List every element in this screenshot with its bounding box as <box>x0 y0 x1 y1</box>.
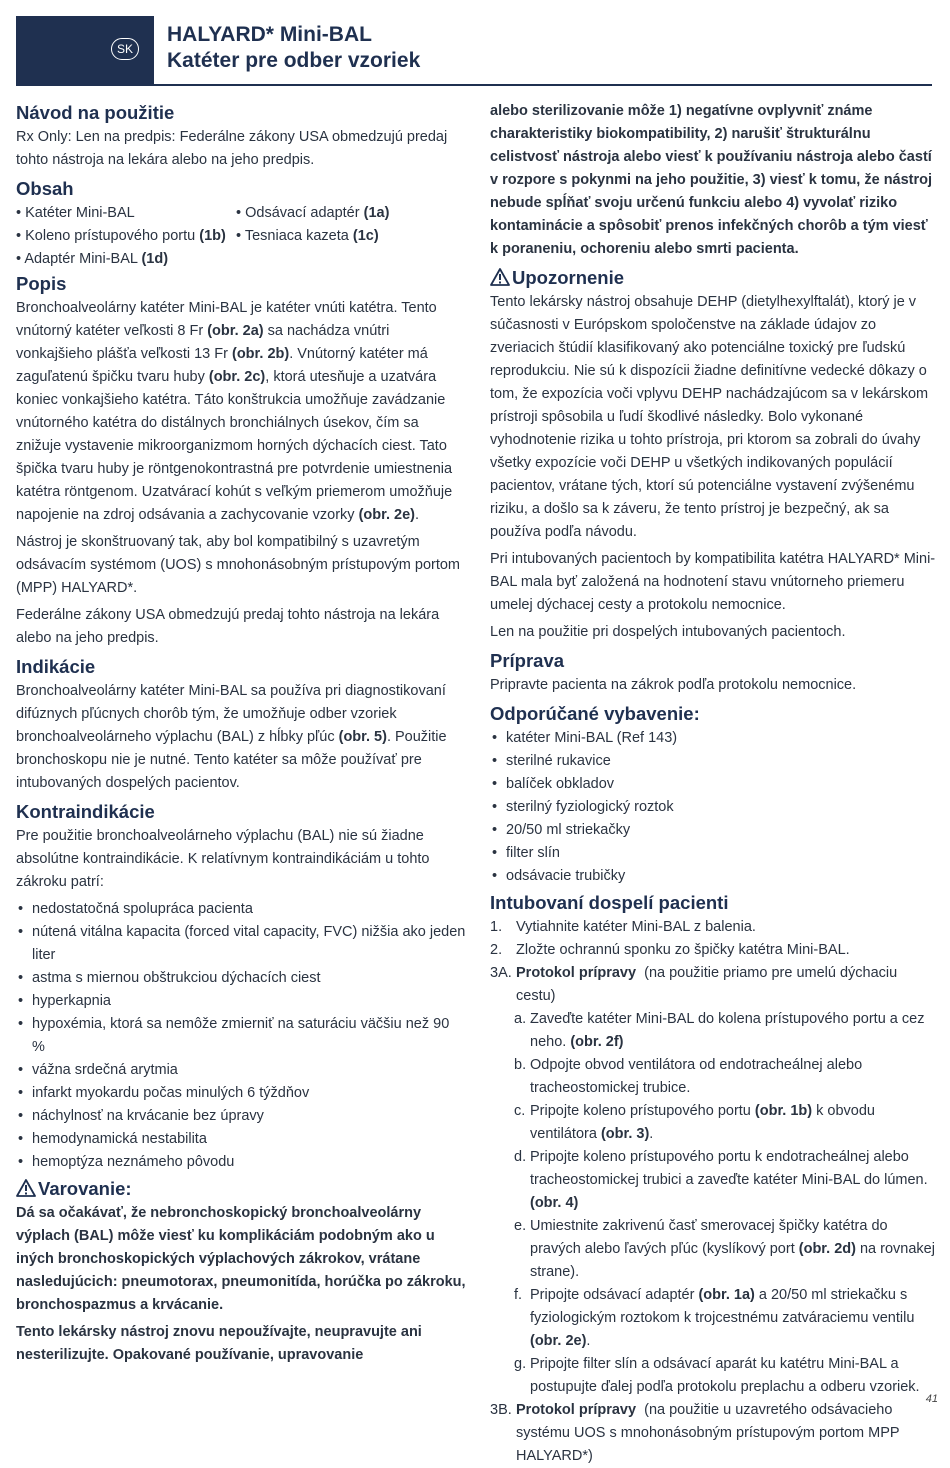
language-badge: SK <box>111 38 139 60</box>
step-3b: 3B. Protokol prípravy (na použitie u uzavretého odsávacieho systému UOS s mnohonásobným prístupovým portom MPP HALYARD*) <box>490 1402 904 1464</box>
warning-paragraph-2: Tento lekársky nástroj znovu nepoužívajte, neupravujte ani nesterilizujte. Opakované používanie, upravovanie <box>16 1324 422 1363</box>
substep-c: c. Pripojte koleno prístupového portu (obr. 1b) k obvodu ventilátora (obr. 3). <box>514 1103 875 1142</box>
heading-contents: Obsah <box>16 178 74 199</box>
contents-item: • Koleno prístupového portu (1b) <box>16 228 226 244</box>
heading-intubated-patients: Intubovaní dospelí pacienti <box>490 892 729 913</box>
heading-caution: Upozornenie <box>490 265 936 291</box>
left-column <box>16 100 466 1371</box>
title-line-2: Katéter pre odber vzoriek <box>167 49 421 72</box>
list-item: • nútená vitálna kapacita (forced vital capacity, FVC) nižšia ako jeden liter <box>16 921 466 967</box>
heading-warning: Varovanie: <box>16 1176 466 1202</box>
substep-g: g. Pripojte filter slín a odsávací aparát ku katétru Mini-BAL a postupujte ďalej podľa protokolu preplachu a odberu vzoriek. <box>514 1356 920 1395</box>
list-item: • 20/50 ml striekačky <box>490 819 936 842</box>
list-item: • hypoxémia, ktorá sa nemôže zmierniť na saturáciu väčšiu než 90 % <box>16 1013 466 1059</box>
contents-item: • Odsávací adaptér (1a) <box>236 205 390 221</box>
substep-a: a. Zaveďte katéter Mini-BAL do kolena prístupového portu a cez neho. (obr. 2f) <box>514 1011 925 1050</box>
warning-continued: alebo sterilizovanie môže 1) negatívne ovplyvniť známe charakteristiky biokompatibility, 2) narušiť štrukturálnu celistvosť nástroja alebo viesť k používaniu nástroja alebo častí v rozpore s pokynmi na jeho použitie, 3) viesť k tomu, že nástroj nebude spĺňať svoju určenú funkciu alebo 4) vyvolať riziko kontaminácie a spôsobiť prenos infekčných chorôb a tým viesť k poraneniu, ochoreniu alebo smrti pacienta. <box>490 103 933 257</box>
contents-item: • Tesniaca kazeta (1c) <box>236 228 379 244</box>
list-item: • filter slín <box>490 842 936 865</box>
substep-d: d. Pripojte koleno prístupového portu k endotracheálnej alebo tracheostomickej trubici a zaveďte katéter Mini-BAL do lúmen. (obr. 4) <box>514 1149 928 1211</box>
heading-instructions: Návod na použitie <box>16 102 175 123</box>
caution-paragraph-1: Tento lekársky nástroj obsahuje DEHP (dietylhexylftalát), ktorý je v súčasnosti v Európskom spoločenstve na základe údajov zo zveriacich štúdií klasifikovaný ako potenciálne toxický pre ľudskú reprodukciu. Nie sú k dispozícii žiadne definitívne vedecké dôkazy o tom, že expozícia voči vplyvu DEHP nachádzajúcom sa v lekárskom prístroji spôsobila u ľudí škodlivé následky. Bolo vykonané vyhodnotenie rizika u tohto prístroja, pri ktorom sa zobrali do úvahy všetky expozície voči DEHP u všetkých indikovaných populácií pacientov, vrátane tých, ktorí sú potenciálne vystavení zvýšenému riziku, a došlo sa k záveru, že tento prístroj je bezpečný, ak sa používa podľa návodu. <box>490 294 929 540</box>
equipment-list <box>490 727 936 888</box>
warning-triangle-icon <box>490 268 510 286</box>
document-title <box>167 22 420 74</box>
caution-paragraph-3: Len na použitie pri dospelých intubovaných pacientoch. <box>490 624 846 640</box>
right-column <box>490 100 936 1468</box>
rx-only-text: Rx Only: Len na predpis: Federálne zákony USA obmedzujú predaj tohto nástroja na lekára alebo na jeho predpis. <box>16 129 448 168</box>
step-1: 1. Vytiahnite katéter Mini-BAL z balenia. <box>490 919 756 935</box>
warning-paragraph-1: Dá sa očakávať, že nebronchoskopický bronchoalveolárny výplach (BAL) môže viesť ku komplikáciám podobným ako u iných bronchoskopických výplachových zákrokov, vrátane nasledujúcich: pneumotorax, pneumonitída, horúčka po zákroku, bronchospazmus a krvácanie. <box>16 1205 466 1313</box>
substep-f: f. Pripojte odsávací adaptér (obr. 1a) a 20/50 ml striekačku s fyziologickým roztokom k trojcestnému zatváraciemu ventilu (obr. 2e). <box>514 1287 915 1349</box>
list-item: • hyperkapnia <box>16 990 466 1013</box>
warning-triangle-icon <box>16 1179 36 1197</box>
heading-contraindications: Kontraindikácie <box>16 801 155 822</box>
heading-equipment: Odporúčané vybavenie: <box>490 703 700 724</box>
substep-b: b. Odpojte obvod ventilátora od endotracheálnej alebo tracheostomickej trubice. <box>514 1057 863 1096</box>
list-item: • infarkt myokardu počas minulých 6 týždňov <box>16 1082 466 1105</box>
contraindications-list <box>16 898 466 1174</box>
list-item: • náchylnosť na krvácanie bez úpravy <box>16 1105 466 1128</box>
list-item: • odsávacie trubičky <box>490 865 936 888</box>
list-item: • astma s miernou obštrukciou dýchacích ciest <box>16 967 466 990</box>
title-line-1: HALYARD* Mini-BAL <box>167 23 372 46</box>
description-paragraph-1: Bronchoalveolárny katéter Mini-BAL je katéter vnúti katétra. Tento vnútorný katéter veľkosti 8 Fr (obr. 2a) sa nachádza vnútri vonkajšieho plášťa veľkosti 13 Fr (obr. 2b). Vnútorný katéter má zaguľatenú špičku tvaru huby (obr. 2c), ktorá utesňuje a uzatvára koniec vonkajšieho katétra. Táto konštrukcia umožňuje zavádzanie vnútorného katétra do distálnych bronchiálnych úsekov, čím sa znižuje vystavenie mikroorganizmom horných dýchacích ciest. Tato špička tvaru huby je röntgenokontrastná pre potvrdenie umiestnenia katétra röntgenom. Uzatvárací kohút s veľkým priemerom umožňuje napojenie na zdroj odsávania a zachycovanie vzorky (obr. 2e). <box>16 300 453 523</box>
preparation-paragraph: Pripravte pacienta na zákrok podľa protokolu nemocnice. <box>490 677 857 693</box>
list-item: • hemodynamická nestabilita <box>16 1128 466 1151</box>
heading-description: Popis <box>16 273 67 294</box>
heading-indications: Indikácie <box>16 656 96 677</box>
substep-e: e. Umiestnite zakrivenú časť smerovacej špičky katétra do pravých alebo ľavých pľúc (kyslíkový port (obr. 2d) na rovnakej strane). <box>514 1218 935 1280</box>
list-item: • sterilný fyziologický roztok <box>490 796 936 819</box>
indications-paragraph: Bronchoalveolárny katéter Mini-BAL sa používa pri diagnostikovaní difúznych pľúcnych chorôb tým, že umožňuje odber vzoriek bronchoalveolárneho výplachu (BAL) z hĺbky pľúc (obr. 5). Použitie bronchoskopu nie je nutné. Tento katéter sa môže používať pre intubovaných dospelých pacientov. <box>16 683 447 791</box>
page-number: 41 <box>925 1393 938 1405</box>
contents-item: • Adaptér Mini-BAL (1d) <box>16 251 169 267</box>
list-item: • katéter Mini-BAL (Ref 143) <box>490 727 936 750</box>
page-header <box>16 16 932 86</box>
description-paragraph-3: Federálne zákony USA obmedzujú predaj tohto nástroja na lekára alebo na jeho predpis. <box>16 607 440 646</box>
header-band <box>16 16 154 84</box>
list-item: • balíček obkladov <box>490 773 936 796</box>
step-2: 2. Zložte ochrannú sponku zo špičky katétra Mini-BAL. <box>490 942 850 958</box>
contents-item: • Katéter Mini-BAL <box>16 205 135 221</box>
list-item: • vážna srdečná arytmia <box>16 1059 466 1082</box>
step-3a: 3A. Protokol prípravy (na použitie priamo pre umelú dýchaciu cestu) <box>490 965 902 1004</box>
list-item: • hemoptýza neznámeho pôvodu <box>16 1151 466 1174</box>
contraindications-paragraph: Pre použitie bronchoalveolárneho výplachu (BAL) nie sú žiadne absolútne kontraindikácie. K relatívnym kontraindikáciám u tohto zákroku patrí: <box>16 828 430 890</box>
list-item: • sterilné rukavice <box>490 750 936 773</box>
list-item: • nedostatočná spolupráca pacienta <box>16 898 466 921</box>
caution-paragraph-2: Pri intubovaných pacientoch by kompatibilita katétra HALYARD* Mini-BAL mala byť založená na hodnotení stavu vnútorneho priemeru umelej dýchacej cesty a protokolu nemocnice. <box>490 551 936 613</box>
contents-list <box>16 202 466 271</box>
heading-preparation: Príprava <box>490 650 565 671</box>
description-paragraph-2: Nástroj je skonštruovaný tak, aby bol kompatibilný s uzavretým odsávacím systémom (UOS) s mnohonásobným prístupovým portom (MPP) HALYARD*. <box>16 534 461 596</box>
